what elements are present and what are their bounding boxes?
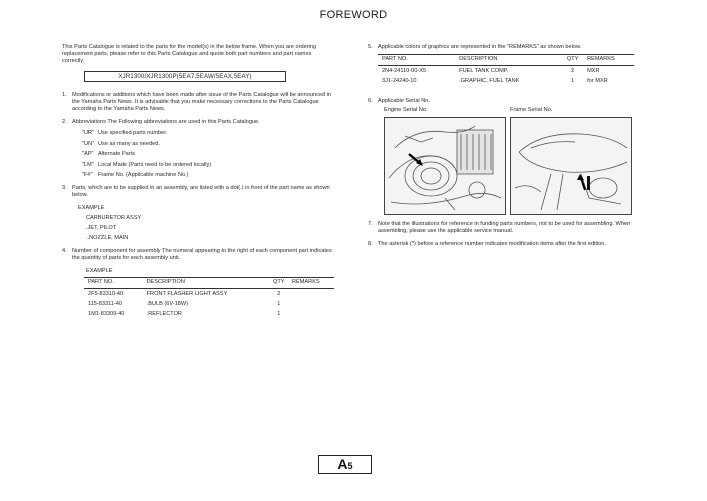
note-number: 2.: [62, 119, 67, 125]
note-2-abbreviations: [62, 119, 332, 179]
right-column: [368, 44, 638, 254]
example-item: .JET, PILOT: [86, 225, 117, 231]
note-text: Parts, which are to be supplied in an assembly, are listed with a dot(.) in front of the part name as shown below.: [72, 185, 330, 198]
abbreviation-row: "LM" Local Made (Parts need to be ordered locally): [82, 161, 212, 168]
note-text: Applicable colors of graphics are represented in the "REMARKS" as shown below.: [378, 44, 582, 50]
engine-serial-illustration: [384, 117, 506, 215]
col-part-no: PART NO.: [84, 278, 143, 289]
note-number: 4.: [62, 248, 67, 254]
col-part-no: PART NO.: [378, 55, 455, 66]
table-row: 3J1-24240-10 .GRAPHIC, FUEL TANK 1 for MXR: [382, 78, 608, 84]
note-number: 6.: [368, 98, 373, 104]
example-list: [86, 215, 332, 242]
example-label: EXAMPLE: [78, 205, 105, 211]
note-1: [62, 92, 332, 113]
note-6-serial-no: [368, 98, 638, 105]
note-number: 7.: [368, 221, 373, 227]
note-text: Abbreviations The Following abbreviations are used in this Parts Catalogue.: [72, 119, 260, 125]
note-text: Note that the illustrations for reference in funding parts numbers, not to be used for assembling. When assembling, please use the applicable service manual.: [378, 221, 631, 234]
col-description: DESCRIPTION: [455, 55, 558, 66]
example-item: ..NOZZLE, MAIN: [86, 235, 129, 241]
table-row: 2F5-83310-40 FRONT FLASHER LIGHT ASSY 2: [88, 291, 281, 297]
note-4-component-qty: [62, 248, 332, 275]
col-qty: QTY: [558, 55, 583, 66]
model-code-box: XJR1300/XJR1300P(5EA7,5EAW/5EAX,5EAY): [84, 71, 286, 82]
note-number: 1.: [62, 92, 67, 98]
abbreviation-row: "UR" Use specified parts number.: [82, 130, 168, 136]
color-parts-table: [378, 54, 634, 86]
example-label: EXAMPLE: [86, 268, 113, 274]
page-title: FOREWORD: [319, 9, 388, 21]
note-text: Number of component for assembly The numeral appearing to the right of each component part indicates the quantity of parts for each assembly unit.: [72, 248, 332, 261]
example-parts-table: [84, 277, 334, 319]
abbreviation-row: "UN" Use as many as needed.: [82, 140, 160, 147]
frame-serial-illustration: [510, 117, 632, 215]
note-number: 3.: [62, 185, 67, 191]
note-7-illustrations: [368, 221, 638, 235]
col-remarks: REMARKS: [583, 55, 634, 66]
note-text: Modifications or additions which have been made after issue of the Parts Catalogue will be announced in the Yamaha Parts News. It is advisable that you make necessary corrections to the Parts Catalogue according to the Yamaha Parts News.: [72, 92, 332, 112]
note-number: 8.: [368, 241, 373, 247]
note-3-assembly-dots: [62, 185, 332, 242]
note-8-asterisk: [368, 241, 638, 248]
col-description: DESCRIPTION: [143, 278, 266, 289]
abbreviation-row: "AP" Alternate Parts: [82, 151, 135, 157]
serial-illustrations: [378, 107, 638, 215]
table-row: 115-83311-40 .BULB (6V-18W) 1: [88, 301, 281, 307]
intro-paragraph: This Parts Catalogue is related to the parts for the model(s) in the below frame. When you are ordering replacement parts, please refer to this Parts Catalogue and quote both part numbers and part names correctly.: [62, 44, 317, 64]
frame-serial-label: Frame Serial No.: [510, 107, 553, 113]
left-column: [62, 44, 332, 319]
note-5-graphics-colors: [368, 44, 638, 51]
note-number: 5.: [368, 44, 373, 50]
engine-serial-label: Engine Serial No.: [384, 107, 428, 113]
col-qty: QTY: [266, 278, 289, 289]
col-remarks: REMARKS: [288, 278, 334, 289]
note-text: The asterisk (*) before a reference number indicates modification items after the first edition.: [378, 241, 606, 247]
page-letter: A: [337, 456, 348, 472]
table-row: 2N4-24110-00-X5 FUEL TANK COMP. 2 MXR: [382, 68, 600, 74]
example-item: CARBURETOR ASSY: [86, 215, 142, 221]
note-text: Applicable Serial No.: [378, 98, 430, 104]
abbreviation-list: [82, 130, 332, 179]
page-digit: 5: [347, 461, 353, 471]
page-number-badge: [318, 455, 372, 474]
abbreviation-row: "F#" Frame No. (Applicable machine No.): [82, 172, 189, 178]
table-row: 1M1-83309-40 .REFLECTOR 1: [88, 311, 281, 317]
